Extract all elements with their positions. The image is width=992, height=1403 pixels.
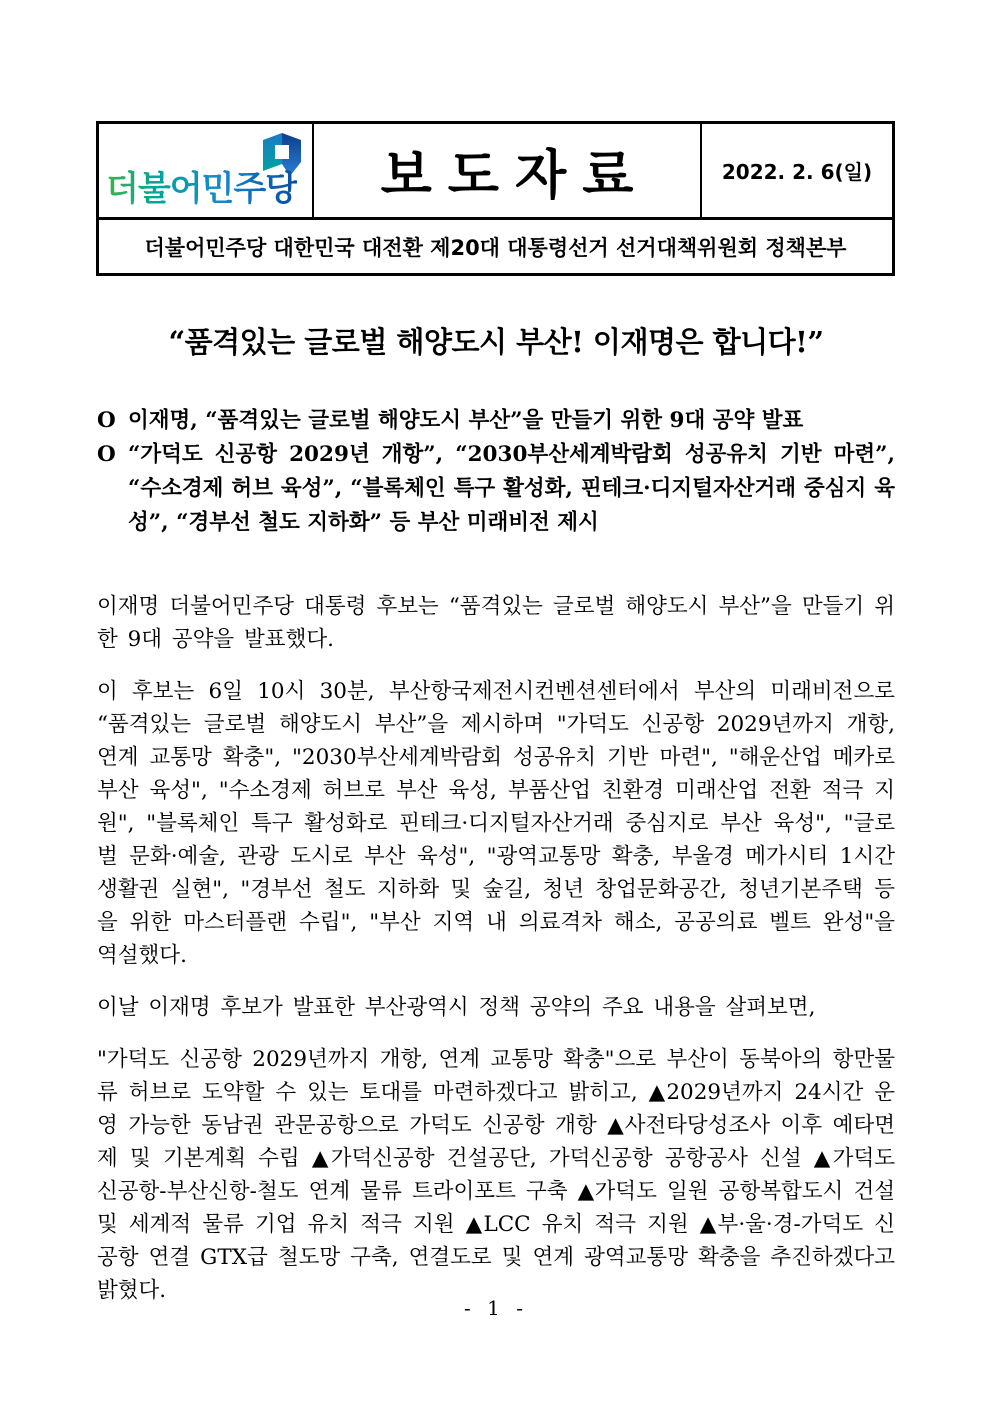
- page-title: “품격있는 글로벌 해양도시 부산! 이재명은 합니다!”: [168, 325, 824, 359]
- summary-bullets: [97, 404, 895, 540]
- bullet-text: “가덕도 신공항 2029년 개항”, “2030부산세계박람회 성공유치 기반 마련”, “수소경제 허브 육성”, “블록체인 특구 활성화, 핀테크·디지털자산거래 중심지 육성”, “경부선 철도 지하화” 등 부산 미래비전 제시: [128, 442, 895, 535]
- bullet-marker: O: [97, 442, 116, 467]
- doc-type-cell: [314, 124, 702, 217]
- date-cell: [702, 124, 892, 217]
- issuing-department: 더불어민주당 대한민국 대전환 제20대 대통령선거 선거대책위원회 정책본부: [144, 235, 847, 260]
- page-number: - 1 -: [464, 1296, 528, 1320]
- header-top-row: [99, 124, 892, 220]
- release-date: 2022. 2. 6(일): [721, 160, 873, 184]
- header-box: [96, 121, 895, 276]
- header-subtitle-row: [99, 220, 892, 273]
- bullet-item: [97, 404, 895, 438]
- body-paragraph: 이 후보는 6일 10시 30분, 부산항국제전시컨벤션센터에서 부산의 미래비전으로 “품격있는 글로벌 해양도시 부산”을 제시하며 "가덕도 신공항 2029년까지 개항, 연계 교통망 확충", "2030부산세계박람회 성공유치 기반 마련", "해운산업 메카로 부산 육성", "수소경제 허브로 부산 육성, 부품산업 친환경 미래산업 전환 적극 지원", "블록체인 특구 활성화로 핀테크·디지털자산거래 중심지로 부산 육성", "글로벌 문화·예술, 관광 도시로 부산 육성", "광역교통망 확충, 부울경 메가시티 1시간 생활권 실현", "경부선 철도 지하화 및 숲길, 청년 창업문화공간, 청년기본주택 등을 위한 마스터플랜 수립", "부산 지역 내 의료격차 해소, 공공의료 벨트 완성"을 역설했다.: [97, 679, 895, 968]
- body-paragraph: 이날 이재명 후보가 발표한 부산광역시 정책 공약의 주요 내용을 살펴보면,: [97, 995, 816, 1020]
- doc-type-title: 보도자료: [380, 144, 650, 206]
- party-logo: [99, 124, 314, 217]
- document-body: [97, 277, 895, 1307]
- body-paragraph: 이재명 더불어민주당 대통령 후보는 “품격있는 글로벌 해양도시 부산”을 만들기 위한 9대 공약을 발표했다.: [97, 594, 895, 652]
- body-paragraph: "가덕도 신공항 2029년까지 개항, 연계 교통망 확충"으로 부산이 동북아의 항만물류 허브로 도약할 수 있는 토대를 마련하겠다고 밝히고, ▲2029년까지 24시간 운영 가능한 동남권 관문공항으로 가덕도 신공항 개항 ▲사전타당성조사 이후 예타면제 및 기본계획 수립 ▲가덕신공항 건설공단, 가덕신공항 공항공사 신설 ▲가덕도 신공항-부산신항-철도 연계 물류 트라이포트 구축 ▲가덕도 일원 공항복합도시 건설 및 세계적 물류 기업 유치 적극 지원 ▲LCC 유치 적극 지원 ▲부·울·경-가덕도 신공항 연결 GTX급 철도망 구축, 연결도로 및 연계 광역교통망 확충을 추진하겠다고 밝혔다.: [97, 1047, 895, 1303]
- bullet-text: 이재명, “품격있는 글로벌 해양도시 부산”을 만들기 위한 9대 공약 발표: [128, 408, 804, 433]
- party-logo-text: 더불어민주당: [106, 161, 297, 210]
- bullet-item: [97, 438, 895, 540]
- bullet-marker: O: [97, 408, 116, 433]
